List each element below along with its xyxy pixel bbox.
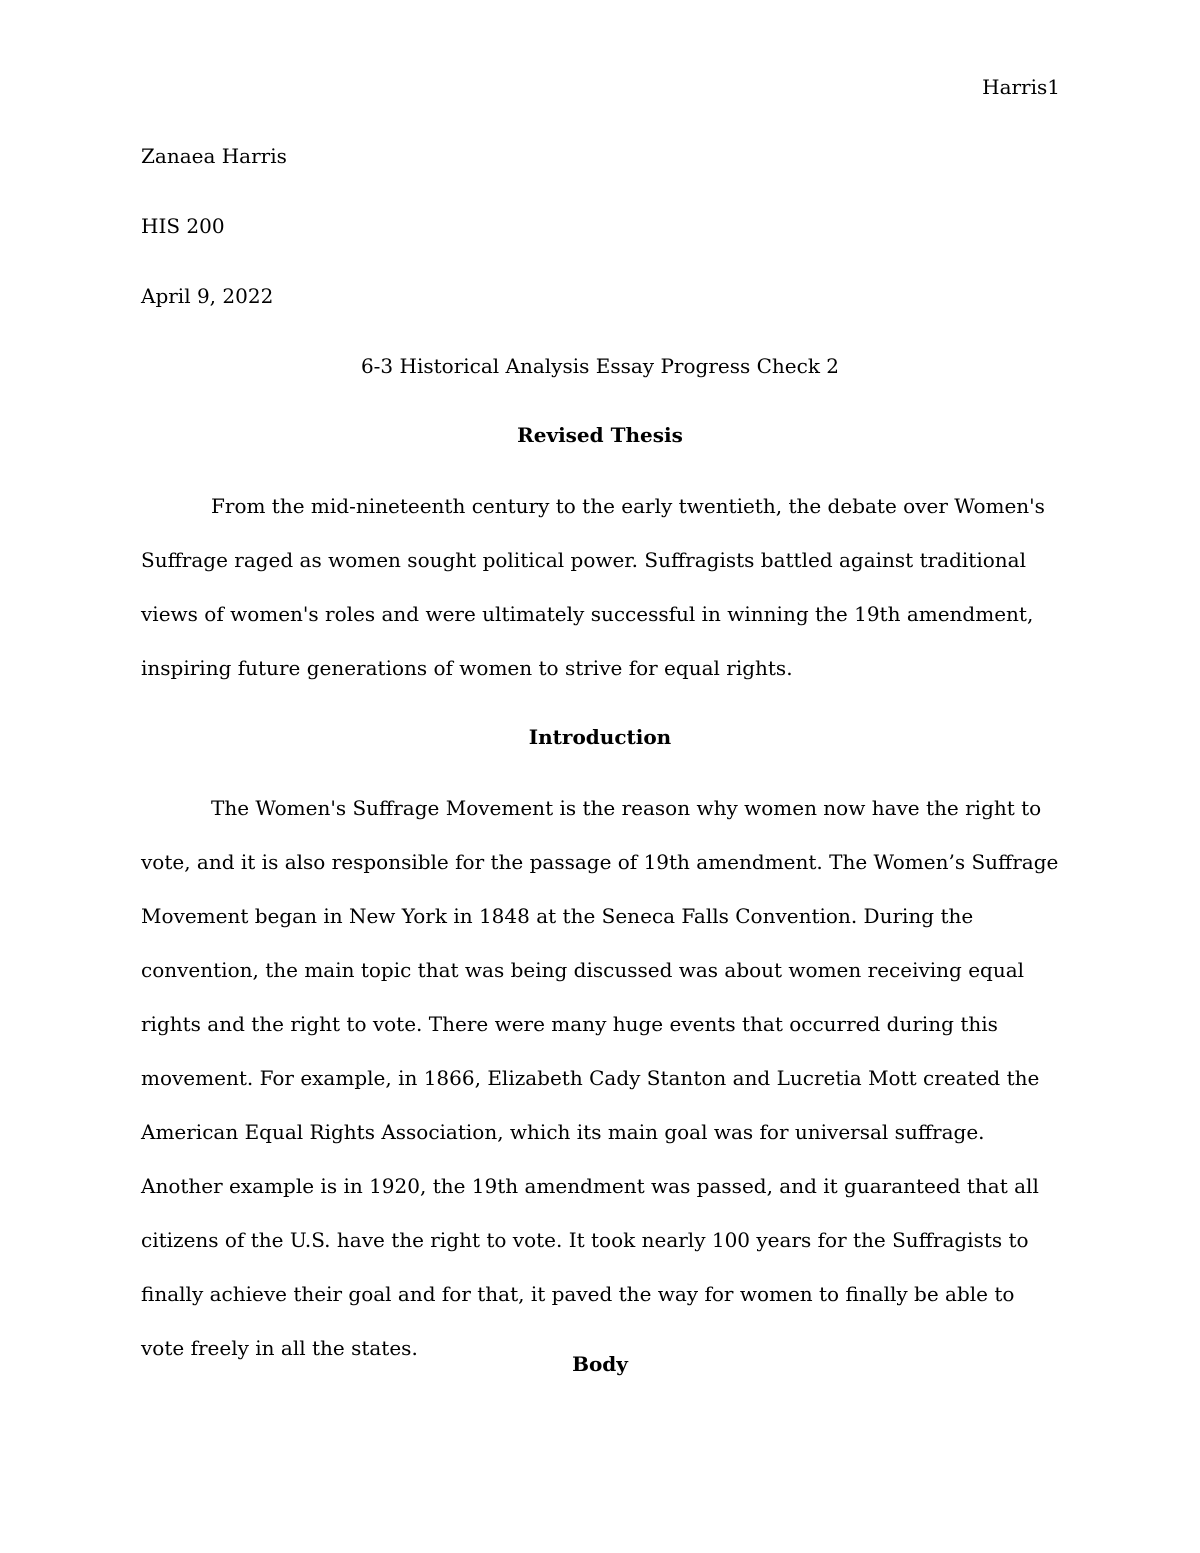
introduction-paragraph: The Women's Suffrage Movement is the reason why women now have the right to vote, and it is also responsible for the passage of 19th amendment. The Women’s Suffrage Movement began in New York in 1848 at the Seneca Falls Convention. During the convention, the main topic that was being discussed was about women receiving equal rights and the right to vote. There were many huge events that occurred during this movement. For example, in 1866, Elizabeth Cady Stanton and Lucretia Mott created the American Equal Rights Association, which its main goal was for universal suffrage. Another example is in 1920, the 19th amendment was passed, and it guaranteed that all citizens of the U.S. have the right to vote. It took nearly 100 years for the Suffragists to finally achieve their goal and for that, it paved the way for women to finally be able to vote freely in all the states. bbox=[141, 796, 1059, 1360]
author-name: Zanaea Harris bbox=[141, 144, 287, 168]
section-heading-thesis: Revised Thesis bbox=[517, 423, 683, 447]
course-name: HIS 200 bbox=[141, 214, 225, 238]
document-date: April 9, 2022 bbox=[141, 284, 274, 308]
section-heading-body: Body bbox=[572, 1352, 628, 1376]
thesis-paragraph: From the mid-nineteenth century to the early twentieth, the debate over Women's Suffrage raged as women sought political power. Suffragists battled against traditional views of women's roles and were ultimately successful in winning the 19th amendment, inspiring future generations of women to strive for equal rights. bbox=[141, 494, 1045, 680]
section-heading-introduction: Introduction bbox=[528, 725, 672, 749]
document-title: 6-3 Historical Analysis Essay Progress Check 2 bbox=[360, 354, 840, 378]
running-head: Harris1 bbox=[982, 75, 1060, 99]
